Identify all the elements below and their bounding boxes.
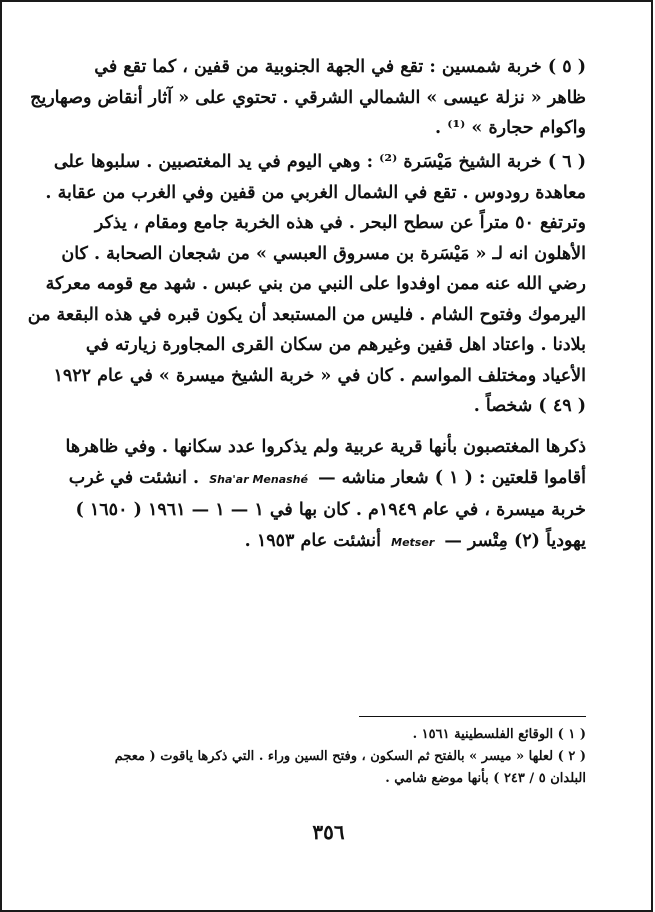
footnote-line: ( ١ ) الوقائع الفلسطينية ١٥٦١ . [412, 727, 586, 742]
text-line [68, 463, 586, 496]
footnotes [72, 724, 586, 790]
footnote-line: ( ٢ ) لعلها « ميسر » بالفتح ثم السكون ، وفتح السين وراء . التي ذكرها ياقوت ( معجم [114, 749, 586, 764]
text-fragment: يهودياً (٢) مِتْسر — [444, 530, 586, 551]
text-line: الأعياد ومختلف المواسم . كان في « خربة الشيخ ميسرة » في عام ١٩٢٢ [53, 365, 586, 386]
text-line: الأهلون انه لـ « مَيْسَرة بن مسروق العبسي » من شجعان الصحابة . كان [61, 243, 586, 264]
paragraph-khirbet-shamsin [30, 52, 586, 144]
text-line: ذكرها المغتصبون بأنها قرية عربية ولم يذكروا عدد سكانها . وفي ظاهرها [65, 437, 586, 457]
text-line [80, 526, 586, 559]
text-line: ظاهر « نزلة عيسى » الشمالي الشرقي . تحتوي على « آثار أنقاض وصهاريج [30, 87, 586, 108]
text-line: معاهدة رودوس . تقع في الشمال الغربي من قفين وفي الغرب من عقابة . [45, 182, 586, 203]
text-line: خربة ميسرة ، في عام ١٩٤٩م . كان بها في ١ — ١ — ١٩٦١ ( ١٦٥٠ ) [75, 500, 586, 520]
paragraph-settlements [65, 432, 586, 558]
page-number: ٣٥٦ [312, 820, 345, 844]
text-line: ( ٦ ) خربة الشيخ مَيْسَرة ⁽²⁾ : وهي اليوم في يد المغتصبين . سلبوها على [53, 152, 586, 172]
text-line: بلادنا . واعتاد اهل قفين وغيرهم من سكان القرى المجاورة زيارته في [85, 335, 586, 355]
paragraph-khirbet-sheikh-maysara [27, 147, 586, 422]
latin-transliteration: Metser [391, 535, 435, 549]
text-line: ( ٥ ) خربة شمسين : تقع في الجهة الجنوبية من قفين ، كما تقع في [94, 57, 586, 77]
text-line: رضي الله عنه ممن اوفدوا على النبي من بني عبس . شهد مع قومه معركة [45, 274, 586, 294]
latin-transliteration: Sha'ar Menashé [209, 472, 308, 486]
text-fragment: أنشئت عام ١٩٥٣ . [244, 530, 382, 551]
text-line: وترتفع ٥٠ متراً عن سطح البحر . في هذه الخربة جامع ومقام ، يذكر [94, 213, 586, 233]
footnote-line: البلدان ٥ / ٢٤٣ ) بأنها موضع شامي . [385, 771, 586, 786]
text-line: واكوام حجارة » ⁽¹⁾ . [435, 118, 586, 138]
text-line: ( ٤٩ ) شخصاً . [473, 396, 586, 416]
text-fragment: . انشئت في غرب [68, 467, 200, 488]
footnote-separator [359, 716, 586, 717]
text-line: اليرموك وفتوح الشام . فليس من المستبعد أن يكون قبره في هذه البقعة من [27, 304, 586, 325]
text-fragment: أقاموا قلعتين : ( ١ ) شعار مناشه — [318, 467, 586, 488]
